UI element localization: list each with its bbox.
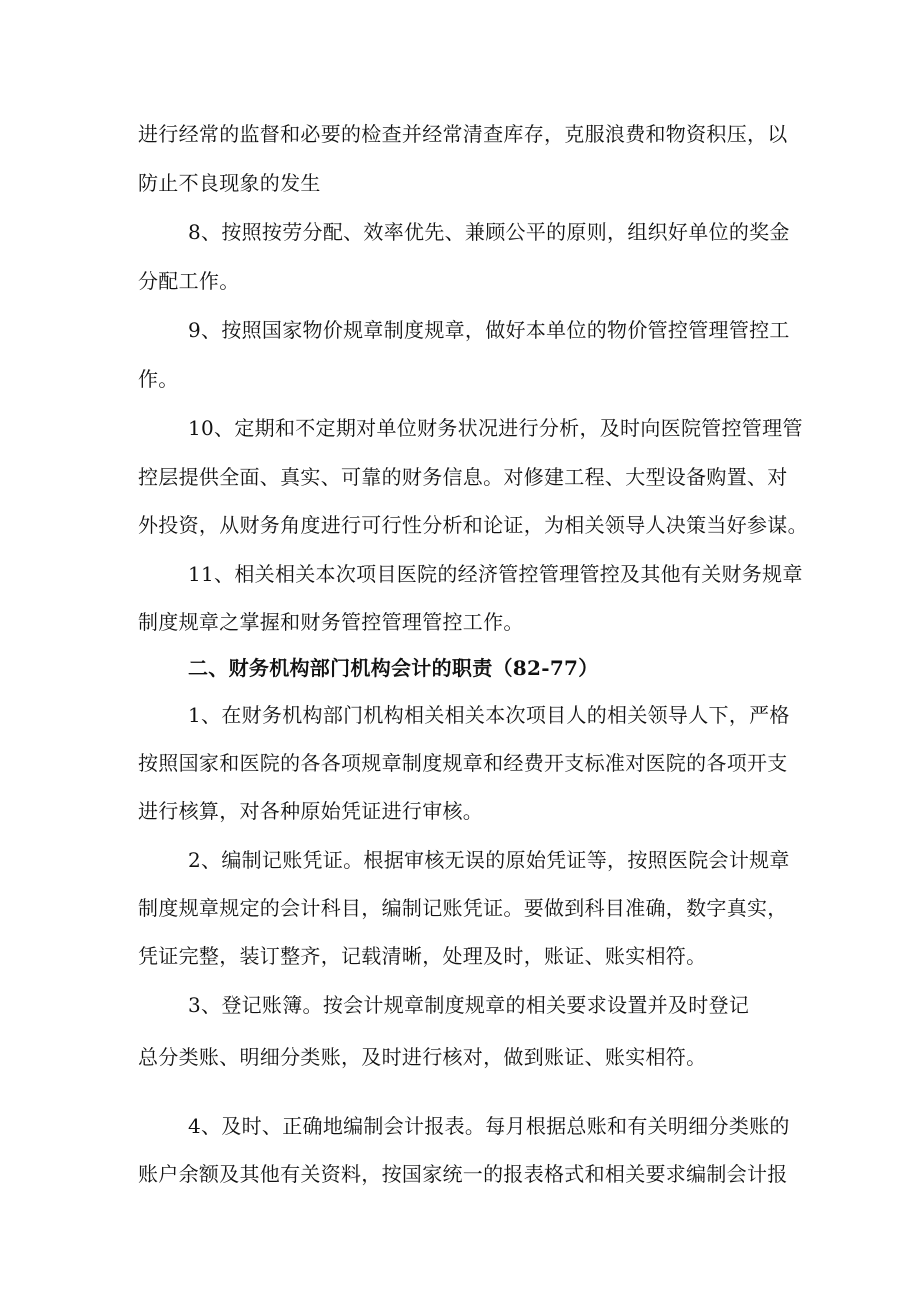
text-line: 进行经常的监督和必要的检查并经常清查库存，克服浪费和物资积压，以 [138, 122, 788, 146]
text-line: 外投资，从财务角度进行可行性分析和论证，为相关领导人决策当好参谋。 [138, 513, 808, 537]
text-line: 凭证完整，装订整齐，记载清晰，处理及时，账证、账实相符。 [138, 944, 707, 968]
paragraph-3: 3、登记账簿。按会计规章制度规章的相关要求设置并及时登记 [188, 993, 750, 1017]
paragraph-9: 9、按照国家物价规章制度规章，做好本单位的物价管控管理管控工 [188, 318, 790, 342]
text-line: 控层提供全面、真实、可靠的财务信息。对修建工程、大型设备购置、对 [138, 465, 788, 489]
text-line: 防止不良现象的发生 [138, 171, 321, 195]
paragraph-11: 11、相关相关本次项目医院的经济管控管理管控及其他有关财务规章 [188, 562, 803, 586]
paragraph-1: 1、在财务机构部门机构相关相关本次项目人的相关领导人下，严格 [188, 703, 790, 727]
text-line: 制度规章之掌握和财务管控管理管控工作。 [138, 610, 524, 634]
text-line: 总分类账、明细分类账，及时进行核对，做到账证、账实相符。 [138, 1045, 707, 1069]
paragraph-2: 2、编制记账凭证。根据审核无误的原始凭证等，按照医院会计规章 [188, 848, 790, 872]
text-line: 分配工作。 [138, 269, 240, 293]
paragraph-8: 8、按照按劳分配、效率优先、兼顾公平的原则，组织好单位的奖金 [188, 220, 790, 244]
paragraph-10: 10、定期和不定期对单位财务状况进行分析，及时向医院管控管理管 [188, 416, 803, 440]
text-line: 账户余额及其他有关资料，按国家统一的报表格式和相关要求编制会计报 [138, 1162, 788, 1186]
text-line: 进行核算，对各种原始凭证进行审核。 [138, 799, 484, 823]
text-line: 按照国家和医院的各各项规章制度规章和经费开支标准对医院的各项开支 [138, 751, 788, 775]
section-heading: 二、财务机构部门机构会计的职责（82-77） [188, 656, 599, 680]
paragraph-4: 4、及时、正确地编制会计报表。每月根据总账和有关明细分类账的 [188, 1114, 790, 1138]
text-line: 作。 [138, 367, 179, 391]
text-line: 制度规章规定的会计科目，编制记账凭证。要做到科目准确，数字真实， [138, 896, 788, 920]
